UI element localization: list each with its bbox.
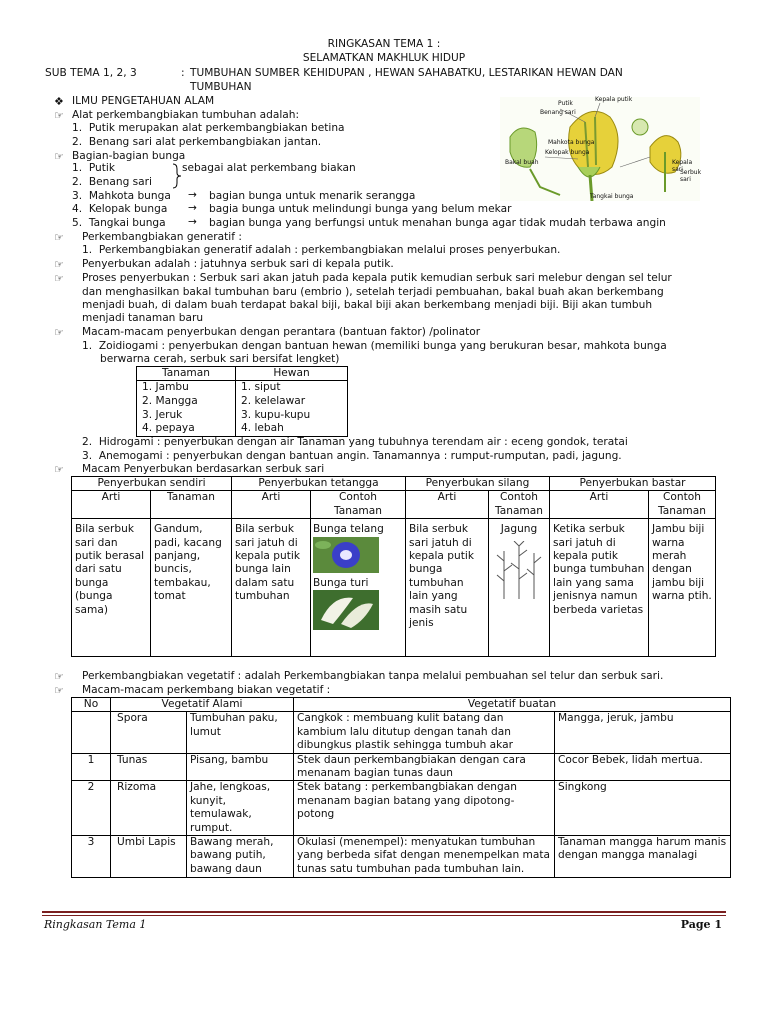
alat-heading: Alat perkembangbiakan tumbuhan adalah: (72, 109, 300, 121)
header-buatan: Vegetatif buatan (294, 698, 731, 712)
arrow-icon: → (188, 202, 197, 214)
hand-bullet-icon: ☞ (54, 684, 64, 697)
label-kepala-putik: Kepala putik (595, 96, 633, 103)
brace-note: sebagai alat perkembang biakan (182, 162, 356, 174)
alat-item-1: 1. Putik merupakan alat perkembangbiakan betina (72, 122, 345, 134)
header-no: No (72, 698, 111, 712)
hand-bullet-icon: ☞ (54, 258, 64, 271)
row-no: 2 (72, 781, 111, 836)
bagian-desc-3: bagian bunga untuk menarik serangga (209, 190, 416, 202)
label-kelopak: Kelopak bunga (545, 149, 590, 156)
macam-heading: Macam-macam penyerbukan dengan perantara (bantuan faktor) /polinator (82, 326, 481, 338)
hand-bullet-icon: ☞ (54, 463, 64, 476)
row-contoh-alami: Jahe, lengkoas, kunyit, temulawak, rumput. (187, 781, 294, 836)
cell: Bila serbuk sari jatuh di kepala putik bunga lain dalam satu tumbuhan (232, 519, 311, 657)
row-buatan: Cangkok : membuang kulit batang dan kambium lalu ditutup dengan tanah dan dibungkus plastik sehingga tumbuh akar (294, 712, 555, 753)
title-line1: RINGKASAN TEMA 1 : (327, 38, 441, 50)
row-buatan: Okulasi (menempel): menyatukan tumbuhan yang berbeda sifat dengan menempelkan mata tunas satu tumbuhan pada tumbuhan lain. (294, 836, 555, 878)
hand-bullet-icon: ☞ (54, 109, 64, 122)
row-no (72, 712, 111, 753)
group-header: Penyerbukan sendiri (72, 477, 232, 491)
header-alami: Vegetatif Alami (111, 698, 294, 712)
label-benang-sari: Benang sari (540, 109, 576, 116)
serbuk-heading: Macam Penyerbukan berdasarkan serbuk sari (82, 463, 325, 475)
arrow-icon: → (188, 189, 197, 201)
hand-bullet-icon: ☞ (54, 326, 64, 339)
label-kepala-sari: Kepala sari (672, 159, 693, 173)
bagian-item-1: 1. Putik (72, 162, 116, 174)
label-mahkota: Mahkota bunga (548, 139, 595, 146)
row-contoh-buatan: Mangga, jeruk, jambu (555, 712, 731, 753)
subtema-value2: TUMBUHAN (190, 81, 252, 93)
sub-header: Arti (550, 491, 649, 519)
penyerbukan-def: Penyerbukan adalah : jatuhnya serbuk sari di kepala putik. (82, 258, 394, 270)
generatif-heading: Perkembangbiakan generatif : (82, 231, 242, 243)
bagian-item-5: 5. Tangkai bunga (72, 217, 166, 229)
sub-header: Tanaman (151, 491, 232, 519)
hand-bullet-icon: ☞ (54, 272, 64, 285)
label-bakal-buah: Bakal buah (505, 159, 539, 166)
hand-bullet-icon: ☞ (54, 670, 64, 683)
label-tangkai: Tangkai bunga (590, 193, 634, 200)
anemogami: 3. Anemogami : penyerbukan dengan bantuan angin. Tanamannya : rumput-rumputan, padi, jagung. (82, 450, 622, 462)
bagian-item-4: 4. Kelopak bunga (72, 203, 168, 215)
hand-bullet-icon: ☞ (54, 150, 64, 163)
sub-header: Arti (232, 491, 311, 519)
proses-line-2: dan menghasilkan bakal tumbuhan baru (embrio ), setelah terjadi pembuahan, bakal buah akan berkembang (82, 286, 664, 298)
diamond-bullet-icon: ❖ (54, 95, 64, 108)
hidrogami: 2. Hidrogami : penyerbukan dengan air Tanaman yang tubuhnya terendam air : eceng gondok, teratai (82, 436, 628, 448)
bunga-telang-label: Bunga telang (313, 523, 384, 536)
group-header: Penyerbukan bastar (550, 477, 716, 491)
footer-rule (42, 915, 726, 916)
row-no: 1 (72, 753, 111, 781)
group-header: Penyerbukan tetangga (232, 477, 406, 491)
bunga-telang-image (313, 537, 379, 573)
bagian-heading: Bagian-bagian bunga (72, 150, 186, 162)
subtema-value1: TUMBUHAN SUMBER KEHIDUPAN , HEWAN SAHABATKU, LESTARIKAN HEWAN DAN (190, 67, 623, 79)
row-buatan: Stek daun perkembangbiakan dengan cara menanam bagian tunas daun (294, 753, 555, 781)
jagung-image (494, 541, 544, 601)
bunga-turi-label: Bunga turi (313, 576, 369, 589)
vegetatif-line1: Perkembangbiakan vegetatif : adalah Perkembangbiakan tanpa melalui pembuahan sel telur dan serbuk sari. (82, 670, 664, 682)
arrow-icon: → (188, 216, 197, 228)
cell: Ketika serbuk sari jatuh di kepala putik bunga tumbuhan lain yang sama jenisnya namun berbeda varietas (550, 519, 649, 657)
footer-rule (42, 911, 726, 913)
alat-item-2: 2. Benang sari alat perkembangbiakan jantan. (72, 136, 322, 148)
proses-line-1: Proses penyerbukan : Serbuk sari akan jatuh pada kepala putik kemudian serbuk sari melebur dengan sel telur (82, 272, 672, 284)
proses-line-3: menjadi buah, di dalam buah terdapat bakal biji, bakal biji akan berkembang menjadi biji. Biji akan tumbuh (82, 299, 653, 311)
row-buatan: Stek batang : perkembangbiakan dengan menanam bagian batang yang dipotong-potong (294, 781, 555, 836)
cell-silang-contoh (489, 519, 550, 657)
row-contoh-alami: Pisang, bambu (187, 753, 294, 781)
hand-bullet-icon: ☞ (54, 231, 64, 244)
row-contoh-buatan: Singkong (555, 781, 731, 836)
zoidiogami-line1: 1. Zoidiogami : penyerbukan dengan bantuan hewan (memiliki bunga yang berukuran besar, mahkota bunga (82, 340, 667, 352)
cell: Bila serbuk sari jatuh di kepala putik bunga tumbuhan lain yang masih satu jenis (406, 519, 489, 657)
sub-header: Contoh Tanaman (489, 491, 550, 519)
cell: Bila serbuk sari dan putik berasal dari satu bunga (bunga sama) (72, 519, 151, 657)
label-serbuk-sari: Serbuk sari (680, 169, 702, 183)
footer-page: Page 1 (680, 918, 722, 931)
row-contoh-alami: Tumbuhan paku, lumut (187, 712, 294, 753)
title-line2: SELAMATKAN MAKHLUK HIDUP (302, 52, 466, 64)
subtema-label: SUB TEMA 1, 2, 3 (45, 67, 137, 79)
jagung-label: Jagung (500, 523, 538, 536)
footer-left: Ringkasan Tema 1 (44, 918, 147, 931)
sub-header: Contoh Tanaman (311, 491, 406, 519)
bagian-item-3: 3. Mahkota bunga (72, 190, 171, 202)
row-alami: Spora (111, 712, 187, 753)
hewan-cell: 1. siput 2. kelelawar 3. kupu-kupu 4. lebah (236, 381, 348, 436)
table-header: Tanaman (137, 367, 236, 381)
vegetatif-table (71, 697, 731, 878)
section-ipa: ILMU PENGETAHUAN ALAM (72, 95, 215, 107)
row-contoh-buatan: Cocor Bebek, lidah mertua. (555, 753, 731, 781)
serbuk-table (71, 476, 716, 657)
zoidiogami-table (136, 366, 348, 437)
vegetatif-line2: Macam-macam perkembang biakan vegetatif : (82, 684, 331, 696)
bagian-item-2: 2. Benang sari (72, 176, 152, 188)
subtema-colon: : (181, 67, 185, 79)
row-contoh-buatan: Tanaman mangga harum manis dengan mangga manalagi (555, 836, 731, 878)
table-header: Hewan (236, 367, 348, 381)
row-no: 3 (72, 836, 111, 878)
bunga-turi-image (313, 590, 379, 630)
bagian-desc-4: bagia bunga untuk melindungi bunga yang belum mekar (209, 203, 512, 215)
sub-header: Contoh Tanaman (649, 491, 716, 519)
generatif-item-1: 1. Perkembangbiakan generatif adalah : perkembangbiakan melalui proses penyerbukan. (82, 244, 561, 256)
zoidiogami-line2: berwarna cerah, serbuk sari bersifat lengket) (100, 353, 340, 365)
cell: Jambu biji warna merah dengan jambu biji warna ptih. (649, 519, 716, 657)
label-putik: Putik (558, 100, 573, 107)
cell: Gandum, padi, kacang panjang, buncis, tembakau, tomat (151, 519, 232, 657)
sub-header: Arti (72, 491, 151, 519)
row-alami: Umbi Lapis (111, 836, 187, 878)
proses-line-4: menjadi tanaman baru (82, 312, 204, 324)
cell-tetangga-contoh (311, 519, 406, 657)
sub-header: Arti (406, 491, 489, 519)
flower-diagram (500, 97, 700, 201)
bagian-desc-5: bagian bunga yang berfungsi untuk menahan bunga agar tidak mudah terbawa angin (209, 217, 666, 229)
row-alami: Tunas (111, 753, 187, 781)
brace-icon (172, 163, 182, 189)
tanaman-cell: 1. Jambu 2. Mangga 3. Jeruk 4. pepaya (137, 381, 236, 436)
row-contoh-alami: Bawang merah, bawang putih, bawang daun (187, 836, 294, 878)
group-header: Penyerbukan silang (406, 477, 550, 491)
row-alami: Rizoma (111, 781, 187, 836)
